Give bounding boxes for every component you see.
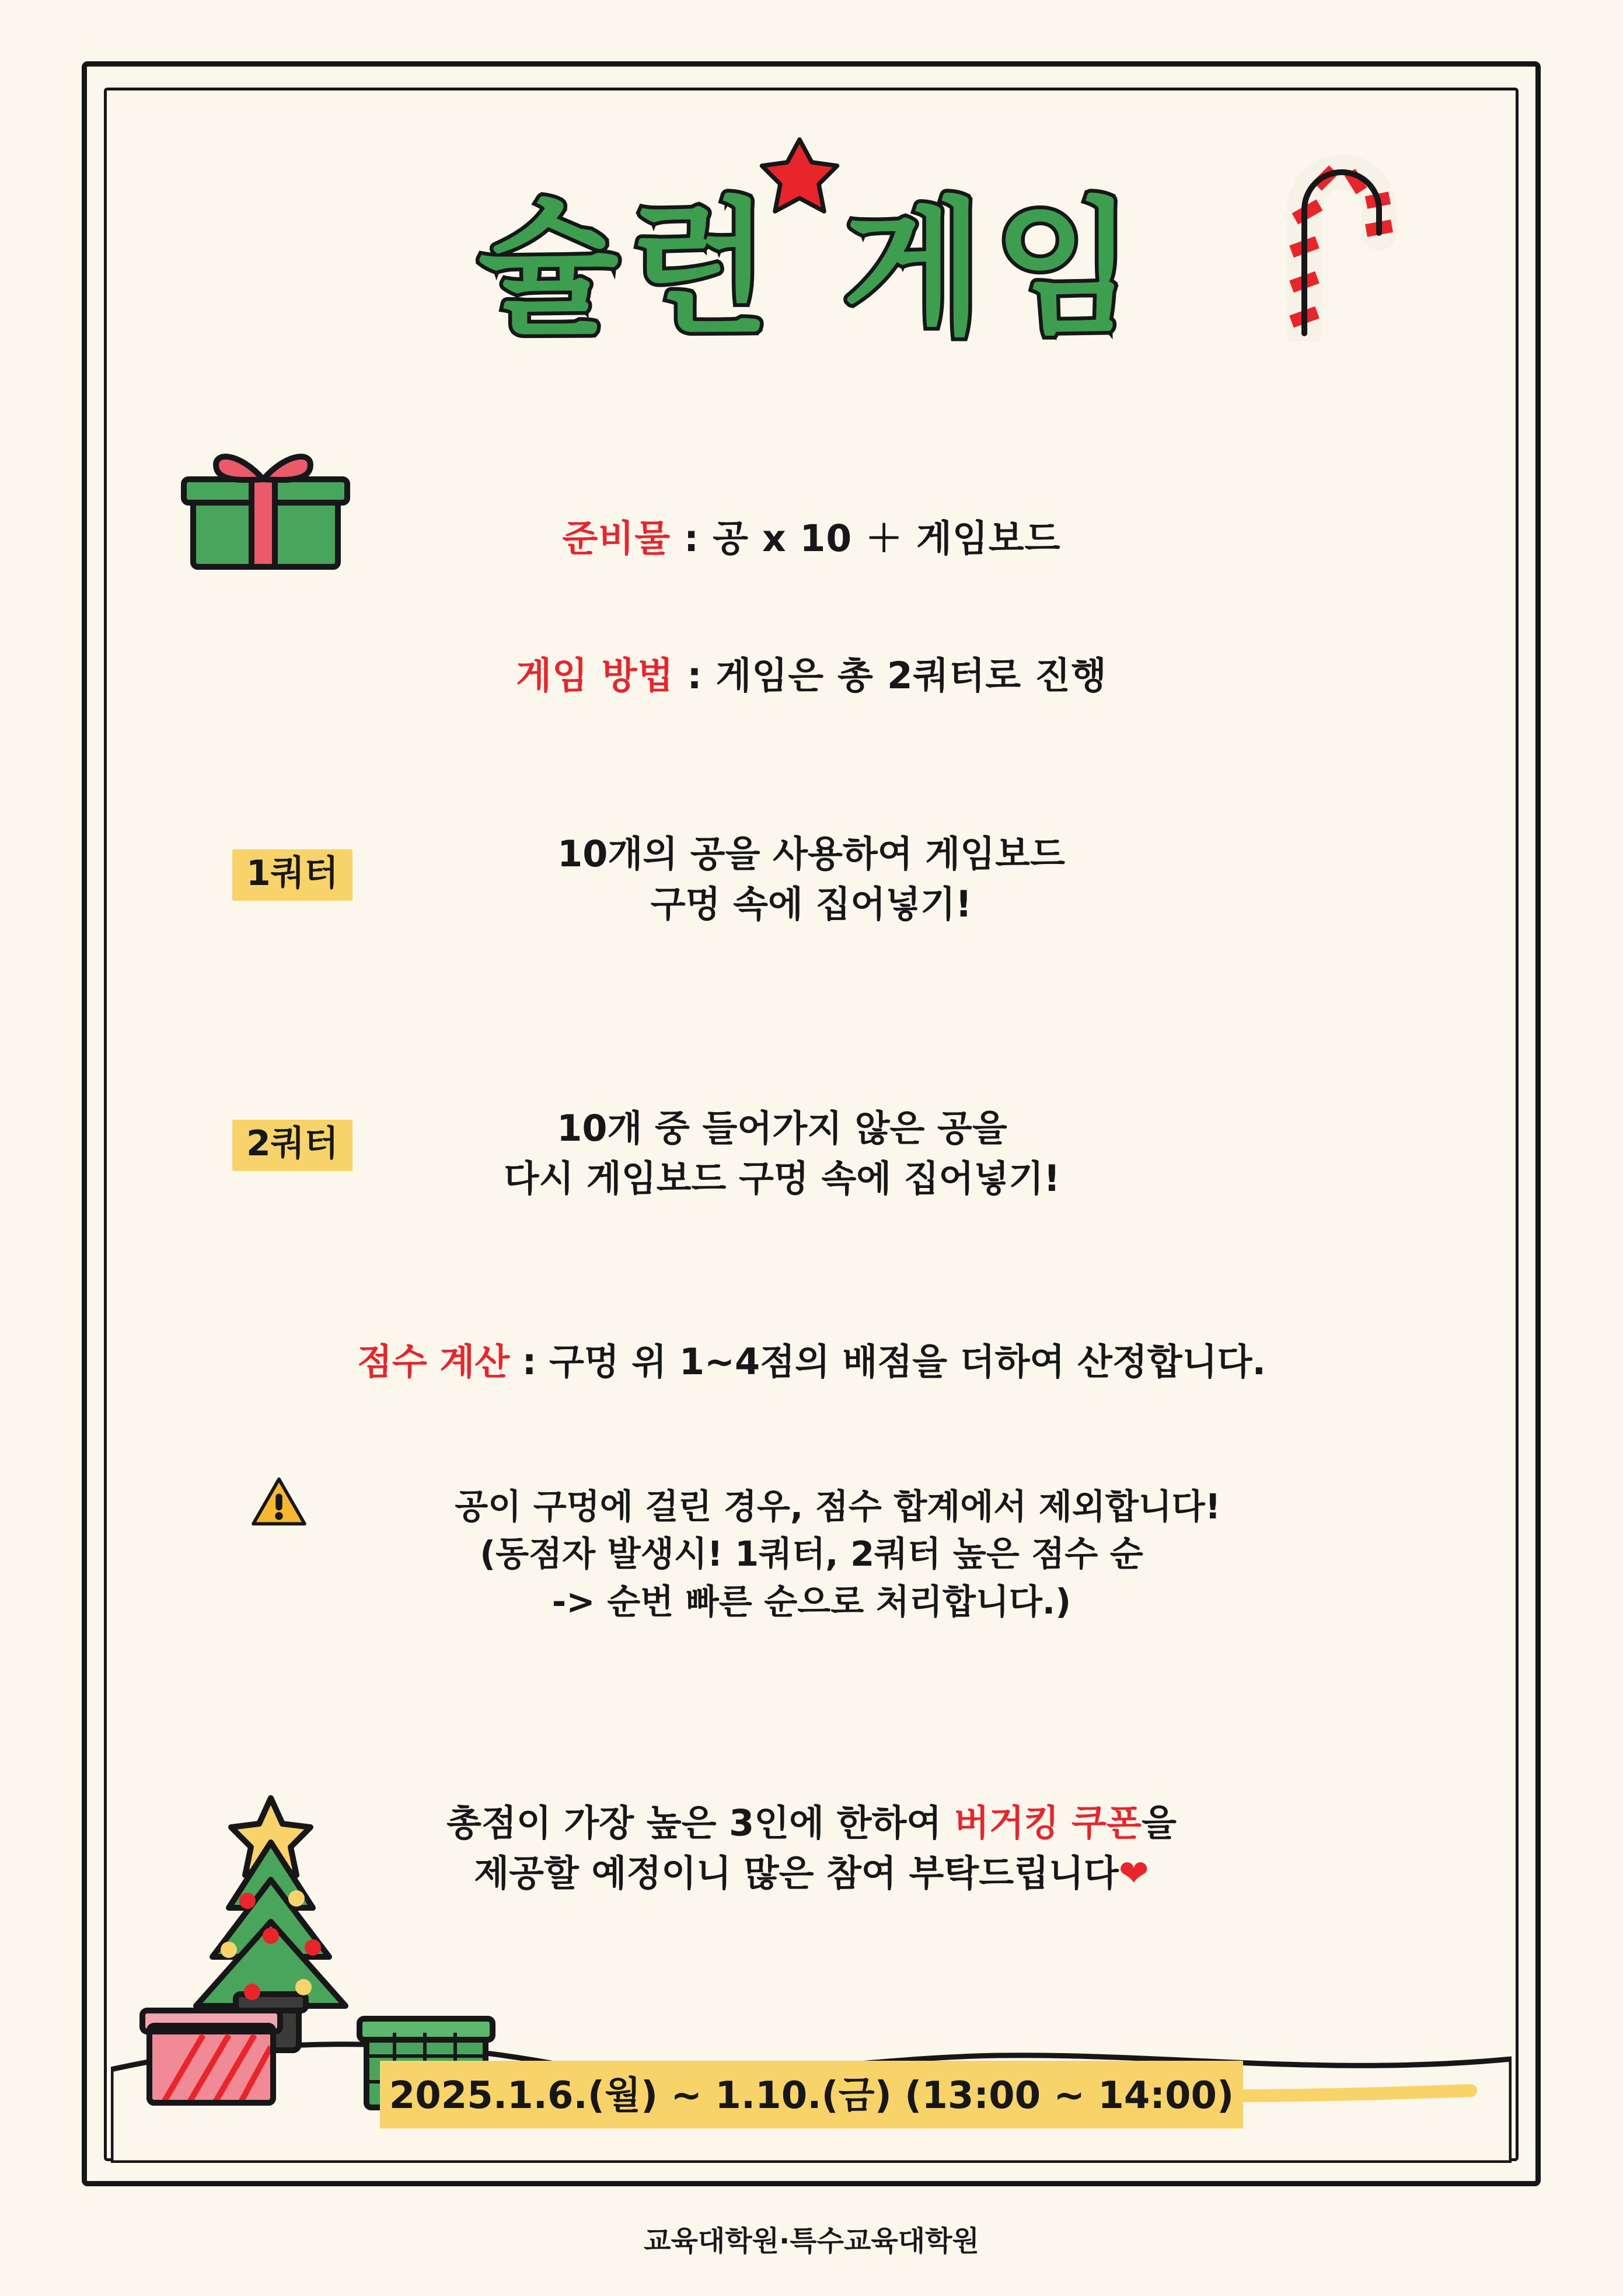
poster-title-wrap <box>0 184 1623 354</box>
warning-line-3: -> 순번 빠른 순으로 처리합니다.) <box>552 1581 1071 1622</box>
quarter-2-badge: 2쿼터 <box>232 1120 352 1171</box>
score-line <box>0 1337 1623 1387</box>
score-text: : 구멍 위 1~4점의 배점을 더하여 산정합니다. <box>509 1340 1266 1383</box>
method-line <box>0 651 1623 702</box>
prize-line-2 <box>0 1848 1623 1898</box>
prize-text-2: 제공할 예정이니 많은 참여 부탁드립니다 <box>474 1851 1119 1894</box>
warning-line-1: 공이 구멍에 걸린 경우, 점수 합계에서 제외합니다! <box>455 1486 1221 1527</box>
prize-brand: 버거킹 쿠폰 <box>954 1802 1142 1844</box>
prize-text-after: 을 <box>1141 1802 1177 1844</box>
score-label: 점수 계산 <box>357 1340 510 1383</box>
quarter-2-description <box>76 1103 1488 1203</box>
warning-block <box>0 1483 1623 1625</box>
prize-line-1 <box>0 1798 1623 1848</box>
prep-text: : 공 x 10 ＋ 게임보드 <box>671 517 1061 560</box>
quarter-1-line-2: 구멍 속에 집어넣기! <box>650 882 972 925</box>
prep-label: 준비물 <box>562 517 671 560</box>
prize-block <box>0 1798 1623 1898</box>
quarter-2-line-2: 다시 게임보드 구멍 속에 집어넣기! <box>504 1156 1060 1200</box>
method-label: 게임 방법 <box>516 654 674 697</box>
heart-icon: ❤ <box>1118 1851 1149 1894</box>
prize-text-before: 총점이 가장 높은 3인에 한하여 <box>446 1802 954 1844</box>
warning-line-2: (동점자 발생시! 1쿼터, 2쿼터 높은 점수 순 <box>480 1534 1143 1574</box>
method-text: : 게임은 총 2쿼터로 진행 <box>673 654 1107 697</box>
quarter-1-description <box>105 829 1517 929</box>
quarter-2-line-1: 10개 중 들어가지 않은 공을 <box>557 1107 1007 1149</box>
page-title: 슐런 게임 <box>477 184 1146 354</box>
quarter-1-line-1: 10개의 공을 사용하여 게임보드 <box>557 832 1065 875</box>
quarter-1-badge: 1쿼터 <box>232 849 352 901</box>
prep-line <box>0 514 1623 565</box>
date-wrap <box>0 2061 1623 2128</box>
event-date-badge: 2025.1.6.(월) ~ 1.10.(금) (13:00 ~ 14:00) <box>380 2061 1244 2128</box>
footer-organization: 교육대학원·특수교육대학원 <box>644 2225 979 2257</box>
